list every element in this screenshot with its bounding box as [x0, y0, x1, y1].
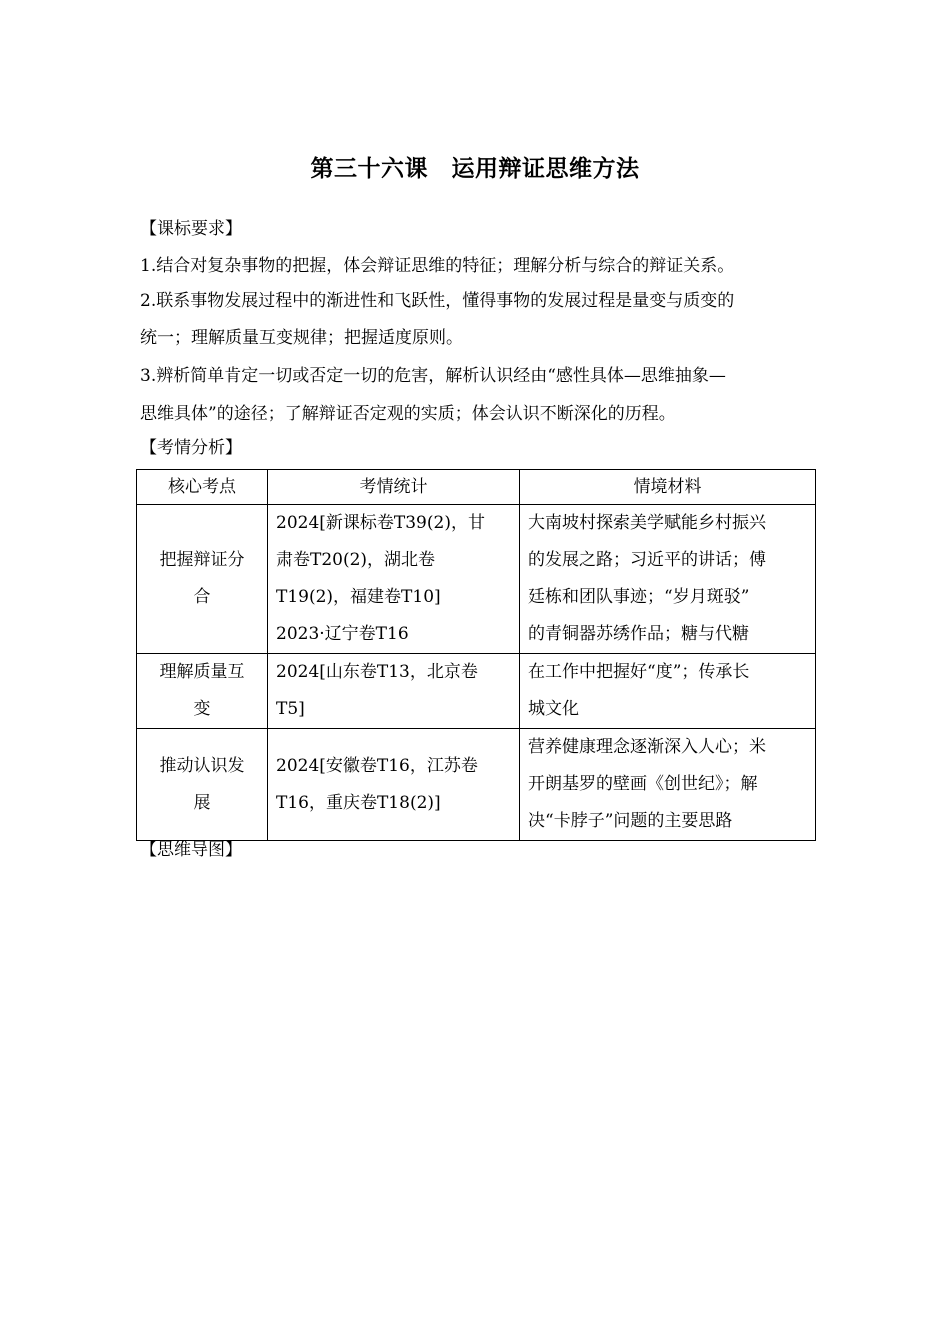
material-line: 营养健康理念逐渐深入人心；米 — [528, 737, 766, 757]
table-row — [137, 654, 816, 729]
material-line: 的青铜器苏绣作品；糖与代糖 — [528, 624, 749, 644]
exam-analysis-table — [136, 469, 816, 841]
material-line: 大南坡村探索美学赋能乡村振兴 — [528, 513, 766, 533]
stats-cell — [268, 729, 520, 841]
material-line: 决“卡脖子”问题的主要思路 — [528, 811, 733, 831]
header-exam-stats: 考情统计 — [268, 470, 520, 505]
header-core-topic: 核心考点 — [137, 470, 268, 505]
stats-line: T19(2)，福建卷T10] — [276, 587, 441, 607]
material-line: 的发展之路；习近平的讲话；傅 — [528, 550, 766, 570]
material-line: 开朗基罗的壁画《创世纪》；解 — [528, 774, 758, 794]
topic-line: 展 — [193, 792, 211, 813]
stats-line: 2023·辽宁卷T16 — [276, 624, 409, 644]
topic-cell — [137, 505, 268, 654]
section-header-requirements: 【课标要求】 — [140, 219, 242, 239]
stats-line: 2024[新课标卷T39(2)，甘 — [276, 513, 485, 533]
material-line: 在工作中把握好“度”；传承长 — [528, 662, 750, 682]
stats-line: 2024[山东卷T13，北京卷 — [276, 662, 478, 682]
stats-cell — [268, 505, 520, 654]
material-cell — [520, 654, 816, 729]
page-title: 第三十六课 运用辩证思维方法 — [310, 156, 640, 182]
header-context-material: 情境材料 — [520, 470, 816, 505]
section-header-mindmap: 【思维导图】 — [140, 840, 242, 860]
section-header-analysis: 【考情分析】 — [140, 438, 242, 458]
stats-line: 2024[安徽卷T16，江苏卷 — [276, 755, 478, 776]
stats-line: T16，重庆卷T18(2)] — [276, 792, 441, 813]
table-row — [137, 505, 816, 654]
topic-line: 变 — [193, 699, 211, 719]
requirement-line: 2.联系事物发展过程中的渐进性和飞跃性，懂得事物的发展过程是量变与质变的 — [140, 291, 735, 311]
topic-line: 理解质量互 — [159, 662, 245, 682]
material-cell — [520, 729, 816, 841]
material-line: 廷栋和团队事迹；“岁月斑驳” — [528, 587, 750, 607]
topic-cell — [137, 654, 268, 729]
topic-line: 合 — [193, 587, 211, 607]
material-line: 城文化 — [528, 699, 579, 719]
requirement-line: 思维具体”的途径；了解辩证否定观的实质；体会认识不断深化的历程。 — [140, 404, 676, 424]
table-header-row — [137, 470, 816, 505]
topic-cell — [137, 729, 268, 841]
stats-cell — [268, 654, 520, 729]
material-cell — [520, 505, 816, 654]
stats-line: 肃卷T20(2)，湖北卷 — [276, 550, 436, 570]
requirement-line: 3.辨析简单肯定一切或否定一切的危害，解析认识经由“感性具体—思维抽象— — [140, 366, 726, 386]
requirement-line: 1.结合对复杂事物的把握，体会辩证思维的特征；理解分析与综合的辩证关系。 — [140, 256, 735, 276]
requirement-line: 统一；理解质量互变规律；把握适度原则。 — [140, 328, 463, 348]
topic-line: 把握辩证分 — [159, 550, 245, 570]
topic-line: 推动认识发 — [159, 755, 245, 776]
stats-line: T5] — [276, 699, 305, 719]
table-row — [137, 729, 816, 841]
